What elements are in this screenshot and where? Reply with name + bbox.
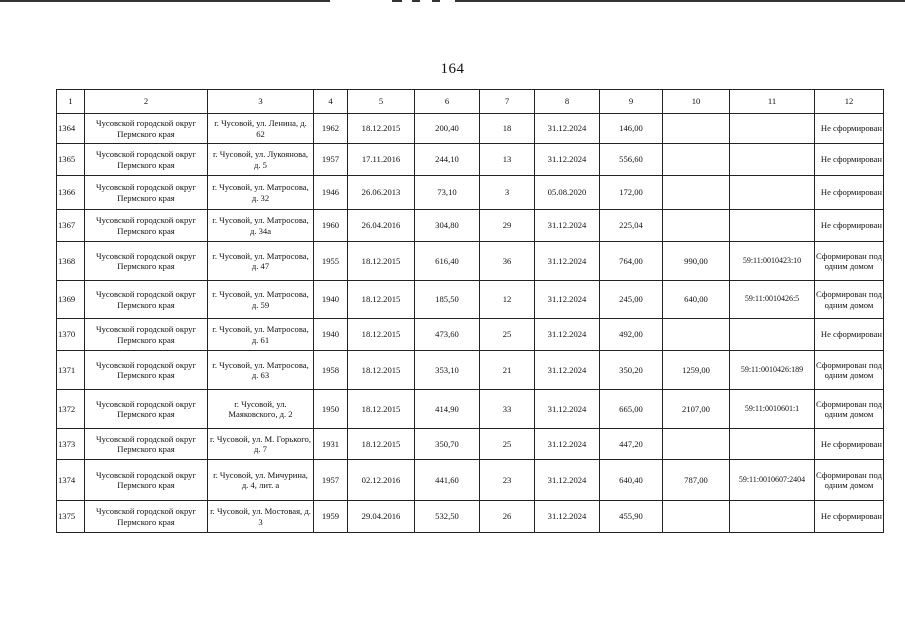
scan-top-edge xyxy=(0,0,905,3)
table-row xyxy=(57,242,884,281)
cell-land-area xyxy=(663,429,730,460)
cell-residents: 12 xyxy=(480,281,535,319)
cell-address: г. Чусовой, ул. Маяковского, д. 2 xyxy=(208,390,314,429)
cell-living-area: 414,90 xyxy=(415,390,480,429)
cell-relocation-deadline: 31.12.2024 xyxy=(535,429,600,460)
cell-build-year: 1940 xyxy=(314,281,348,319)
cell-living-area: 73,10 xyxy=(415,176,480,210)
cell-residents: 33 xyxy=(480,390,535,429)
column-header-8: 8 xyxy=(535,90,600,114)
cell-land-area xyxy=(663,210,730,242)
cell-relocation-deadline: 31.12.2024 xyxy=(535,114,600,144)
cell-land-status: Не сформирован xyxy=(815,210,884,242)
cell-cadastral-number: 59:11:0010426:5 xyxy=(730,281,815,319)
cell-land-area xyxy=(663,144,730,176)
cell-address: г. Чусовой, ул. Матросова, д. 61 xyxy=(208,319,314,351)
cell-row-number: 1373 xyxy=(57,429,85,460)
cell-living-area: 616,40 xyxy=(415,242,480,281)
cell-address: г. Чусовой, ул. Ленина, д. 62 xyxy=(208,114,314,144)
cell-total-area: 492,00 xyxy=(600,319,663,351)
cell-living-area: 244,10 xyxy=(415,144,480,176)
cell-total-area: 225,04 xyxy=(600,210,663,242)
cell-land-status: Не сформирован xyxy=(815,319,884,351)
cell-residents: 18 xyxy=(480,114,535,144)
cell-residents: 29 xyxy=(480,210,535,242)
cell-inspection-date: 18.12.2015 xyxy=(348,242,415,281)
cell-municipality: Чусовской городской округ Пермского края xyxy=(85,351,208,390)
cell-municipality: Чусовской городской округ Пермского края xyxy=(85,429,208,460)
cell-build-year: 1957 xyxy=(314,460,348,501)
cell-cadastral-number: 59:11:0010423:10 xyxy=(730,242,815,281)
cell-living-area: 441,60 xyxy=(415,460,480,501)
cell-address: г. Чусовой, ул. Матросова, д. 63 xyxy=(208,351,314,390)
cell-row-number: 1364 xyxy=(57,114,85,144)
cell-row-number: 1367 xyxy=(57,210,85,242)
cell-living-area: 353,10 xyxy=(415,351,480,390)
cell-cadastral-number xyxy=(730,210,815,242)
cell-row-number: 1375 xyxy=(57,501,85,533)
column-number-row xyxy=(57,90,884,114)
column-header-10: 10 xyxy=(663,90,730,114)
cell-relocation-deadline: 31.12.2024 xyxy=(535,501,600,533)
column-header-3: 3 xyxy=(208,90,314,114)
cell-land-status: Не сформирован xyxy=(815,176,884,210)
column-header-4: 4 xyxy=(314,90,348,114)
column-header-1: 1 xyxy=(57,90,85,114)
cell-address: г. Чусовой, ул. Матросова, д. 32 xyxy=(208,176,314,210)
cell-residents: 21 xyxy=(480,351,535,390)
cell-inspection-date: 18.12.2015 xyxy=(348,319,415,351)
cell-land-area xyxy=(663,114,730,144)
cell-row-number: 1368 xyxy=(57,242,85,281)
cell-address: г. Чусовой, ул. Матросова, д. 47 xyxy=(208,242,314,281)
cell-address: г. Чусовой, ул. Матросова, д. 59 xyxy=(208,281,314,319)
cell-total-area: 764,00 xyxy=(600,242,663,281)
cell-cadastral-number xyxy=(730,429,815,460)
cell-total-area: 350,20 xyxy=(600,351,663,390)
cell-row-number: 1370 xyxy=(57,319,85,351)
table-row xyxy=(57,319,884,351)
cell-living-area: 304,80 xyxy=(415,210,480,242)
cell-row-number: 1371 xyxy=(57,351,85,390)
cell-relocation-deadline: 31.12.2024 xyxy=(535,351,600,390)
cell-land-area xyxy=(663,319,730,351)
cell-cadastral-number xyxy=(730,114,815,144)
cell-land-status: Не сформирован xyxy=(815,144,884,176)
cell-residents: 25 xyxy=(480,319,535,351)
cell-cadastral-number xyxy=(730,319,815,351)
cell-land-status: Сформирован под одним домом xyxy=(815,242,884,281)
cell-municipality: Чусовской городской округ Пермского края xyxy=(85,210,208,242)
cell-total-area: 245,00 xyxy=(600,281,663,319)
cell-land-status: Не сформирован xyxy=(815,114,884,144)
cell-municipality: Чусовской городской округ Пермского края xyxy=(85,144,208,176)
cell-cadastral-number xyxy=(730,176,815,210)
table-row xyxy=(57,351,884,390)
cell-total-area: 556,60 xyxy=(600,144,663,176)
cell-residents: 36 xyxy=(480,242,535,281)
cell-cadastral-number: 59:11:0010426:189 xyxy=(730,351,815,390)
cell-land-status: Не сформирован xyxy=(815,429,884,460)
cell-relocation-deadline: 31.12.2024 xyxy=(535,210,600,242)
cell-relocation-deadline: 31.12.2024 xyxy=(535,319,600,351)
table-row xyxy=(57,114,884,144)
cell-land-status: Сформирован под одним домом xyxy=(815,281,884,319)
cell-land-area: 640,00 xyxy=(663,281,730,319)
cell-land-status: Сформирован под одним домом xyxy=(815,351,884,390)
cell-living-area: 473,60 xyxy=(415,319,480,351)
cell-build-year: 1959 xyxy=(314,501,348,533)
cell-build-year: 1955 xyxy=(314,242,348,281)
cell-inspection-date: 26.06.2013 xyxy=(348,176,415,210)
cell-inspection-date: 18.12.2015 xyxy=(348,351,415,390)
cell-relocation-deadline: 31.12.2024 xyxy=(535,281,600,319)
cell-land-area: 1259,00 xyxy=(663,351,730,390)
cell-inspection-date: 17.11.2016 xyxy=(348,144,415,176)
cell-total-area: 665,00 xyxy=(600,390,663,429)
table-row xyxy=(57,460,884,501)
cell-cadastral-number xyxy=(730,501,815,533)
cell-living-area: 350,70 xyxy=(415,429,480,460)
page-number: 164 xyxy=(440,61,465,77)
cell-land-area xyxy=(663,176,730,210)
cell-build-year: 1958 xyxy=(314,351,348,390)
table-row xyxy=(57,429,884,460)
table-row xyxy=(57,144,884,176)
cell-residents: 3 xyxy=(480,176,535,210)
cell-relocation-deadline: 05.08.2020 xyxy=(535,176,600,210)
cell-address: г. Чусовой, ул. Матросова, д. 34а xyxy=(208,210,314,242)
cell-relocation-deadline: 31.12.2024 xyxy=(535,144,600,176)
cell-residents: 26 xyxy=(480,501,535,533)
cell-inspection-date: 02.12.2016 xyxy=(348,460,415,501)
cell-address: г. Чусовой, ул. Мостовая, д. 3 xyxy=(208,501,314,533)
cell-total-area: 172,00 xyxy=(600,176,663,210)
cell-total-area: 455,90 xyxy=(600,501,663,533)
cell-row-number: 1369 xyxy=(57,281,85,319)
cell-living-area: 532,50 xyxy=(415,501,480,533)
cell-build-year: 1946 xyxy=(314,176,348,210)
cell-build-year: 1962 xyxy=(314,114,348,144)
table-row xyxy=(57,390,884,429)
cell-land-area: 2107,00 xyxy=(663,390,730,429)
cell-inspection-date: 18.12.2015 xyxy=(348,281,415,319)
column-header-9: 9 xyxy=(600,90,663,114)
cell-land-area: 787,00 xyxy=(663,460,730,501)
cell-inspection-date: 29.04.2016 xyxy=(348,501,415,533)
cell-municipality: Чусовской городской округ Пермского края xyxy=(85,176,208,210)
cell-total-area: 146,00 xyxy=(600,114,663,144)
cell-build-year: 1931 xyxy=(314,429,348,460)
cell-municipality: Чусовской городской округ Пермского края xyxy=(85,460,208,501)
column-header-6: 6 xyxy=(415,90,480,114)
cell-cadastral-number: 59:11:0010607:2404 xyxy=(730,460,815,501)
cell-row-number: 1365 xyxy=(57,144,85,176)
cell-land-area xyxy=(663,501,730,533)
column-header-2: 2 xyxy=(85,90,208,114)
table-row xyxy=(57,501,884,533)
cell-relocation-deadline: 31.12.2024 xyxy=(535,390,600,429)
cell-land-area: 990,00 xyxy=(663,242,730,281)
housing-register-table xyxy=(56,89,884,533)
cell-total-area: 447,20 xyxy=(600,429,663,460)
cell-row-number: 1372 xyxy=(57,390,85,429)
cell-living-area: 185,50 xyxy=(415,281,480,319)
cell-relocation-deadline: 31.12.2024 xyxy=(535,242,600,281)
cell-inspection-date: 26.04.2016 xyxy=(348,210,415,242)
column-header-11: 11 xyxy=(730,90,815,114)
cell-municipality: Чусовской городской округ Пермского края xyxy=(85,281,208,319)
cell-row-number: 1366 xyxy=(57,176,85,210)
cell-inspection-date: 18.12.2015 xyxy=(348,390,415,429)
cell-row-number: 1374 xyxy=(57,460,85,501)
cell-address: г. Чусовой, ул. М. Горького, д. 7 xyxy=(208,429,314,460)
cell-land-status: Сформирован под одним домом xyxy=(815,460,884,501)
table-row xyxy=(57,281,884,319)
column-header-7: 7 xyxy=(480,90,535,114)
table-row xyxy=(57,176,884,210)
cell-municipality: Чусовской городской округ Пермского края xyxy=(85,390,208,429)
cell-build-year: 1950 xyxy=(314,390,348,429)
cell-build-year: 1940 xyxy=(314,319,348,351)
cell-residents: 23 xyxy=(480,460,535,501)
cell-cadastral-number xyxy=(730,144,815,176)
cell-build-year: 1960 xyxy=(314,210,348,242)
table-body xyxy=(57,114,884,533)
cell-cadastral-number: 59:11:0010601:1 xyxy=(730,390,815,429)
cell-municipality: Чусовской городской округ Пермского края xyxy=(85,501,208,533)
cell-residents: 13 xyxy=(480,144,535,176)
column-header-5: 5 xyxy=(348,90,415,114)
cell-municipality: Чусовской городской округ Пермского края xyxy=(85,114,208,144)
table-row xyxy=(57,210,884,242)
cell-address: г. Чусовой, ул. Лукоянова, д. 5 xyxy=(208,144,314,176)
cell-municipality: Чусовской городской округ Пермского края xyxy=(85,319,208,351)
cell-residents: 25 xyxy=(480,429,535,460)
cell-inspection-date: 18.12.2015 xyxy=(348,429,415,460)
cell-municipality: Чусовской городской округ Пермского края xyxy=(85,242,208,281)
cell-inspection-date: 18.12.2015 xyxy=(348,114,415,144)
cell-land-status: Сформирован под одним домом xyxy=(815,390,884,429)
cell-land-status: Не сформирован xyxy=(815,501,884,533)
cell-build-year: 1957 xyxy=(314,144,348,176)
cell-total-area: 640,40 xyxy=(600,460,663,501)
cell-address: г. Чусовой, ул. Мичурина, д. 4, лит. а xyxy=(208,460,314,501)
column-header-12: 12 xyxy=(815,90,884,114)
cell-living-area: 200,40 xyxy=(415,114,480,144)
cell-relocation-deadline: 31.12.2024 xyxy=(535,460,600,501)
